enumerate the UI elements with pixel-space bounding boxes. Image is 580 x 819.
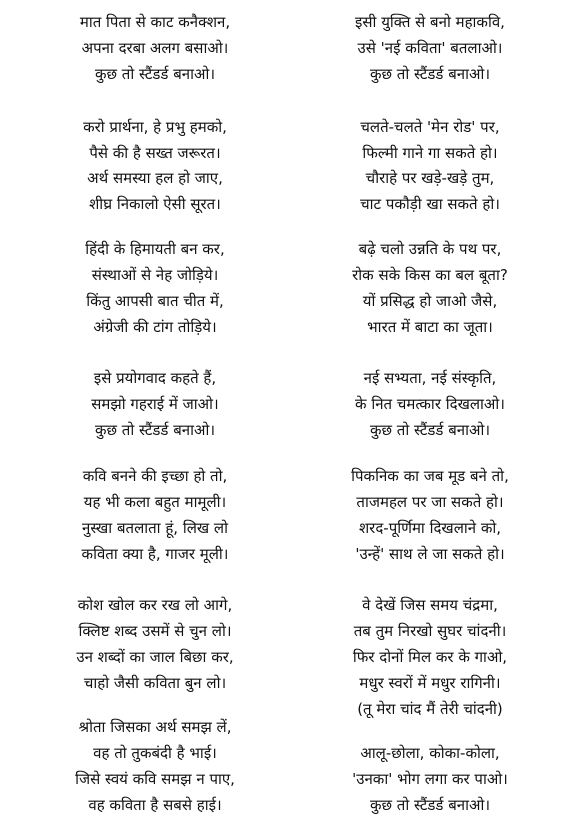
poem-line-left: उन शब्दों का जाल बिछा कर, — [76, 648, 234, 666]
poem-line-left: पैसे की है सख्त जरूरत। — [89, 144, 221, 162]
poem-line-left: करो प्रार्थना, हे प्रभु हमको, — [83, 118, 227, 136]
poem-line-left: संस्थाओं से नेह जोड़िये। — [91, 266, 219, 284]
poem-line-right: शरद-पूर्णिमा दिखलाने को, — [358, 519, 502, 537]
poem-line-right: (तू मेरा चांद मैं तेरी चांदनी) — [357, 700, 503, 718]
poem-line-left: कवि बनने की इच्छा हो तो, — [82, 467, 228, 485]
poem-line-right: तब तुम निरखो सुघर चांदनी। — [353, 622, 507, 640]
poem-line-left: समझो गहराई में जाओ। — [91, 395, 219, 413]
poem-line-left: अर्थ समस्या हल हो जाए, — [87, 169, 223, 187]
poem-line-right: चाट पकौड़ी खा सकते हो। — [360, 195, 500, 213]
poem-line-right: नई सभ्यता, नई संस्कृति, — [363, 369, 497, 387]
poem-line-right: बढ़े चलो उन्नति के पथ पर, — [358, 240, 502, 258]
poem-line-right: कुछ तो स्टैंडर्ड बनाओ। — [369, 65, 491, 83]
poem-line-left: शीघ्र निकालो ऐसी सूरत। — [89, 195, 221, 213]
poem-line-right: पिकनिक का जब मूड बने तो, — [351, 467, 509, 485]
poem-line-left: जिसे स्वयं कवि समझ न पाए, — [75, 770, 235, 788]
poem-line-right: फिल्मी गाने गा सकते हो। — [362, 144, 498, 162]
poem-line-right: चौराहे पर खड़े-खड़े तुम, — [365, 169, 495, 187]
poem-line-left: कविता क्या है, गाजर मूली। — [81, 545, 229, 563]
poem-line-right: कुछ तो स्टैंडर्ड बनाओ। — [369, 421, 491, 439]
poem-line-left: चाहो जैसी कविता बुन लो। — [83, 674, 227, 692]
poem-line-left: नुस्खा बतलाता हूं, लिख लो — [82, 519, 228, 537]
poem-line-right: आलू-छोला, कोका-कोला, — [360, 744, 500, 762]
poem-line-right: यों प्रसिद्ध हो जाओ जैसे, — [362, 292, 498, 310]
poem-line-right: रोक सके किस का बल बूता? — [352, 266, 508, 284]
poem-line-right: मधुर स्वरों में मधुर रागिनी। — [359, 674, 501, 692]
poem-line-right: के नित चमत्कार दिखलाओ। — [355, 395, 505, 413]
poem-line-left: श्रोता जिसका अर्थ समझ लें, — [78, 718, 232, 736]
poem-line-right: भारत में बाटा का जूता। — [367, 318, 493, 336]
poem-line-left: मात पिता से काट कनैक्शन, — [79, 13, 231, 31]
poem-line-left: क्लिष्ट शब्द उसमें से चुन लो। — [78, 622, 232, 640]
poem-line-left: कुछ तो स्टैंडर्ड बनाओ। — [94, 65, 216, 83]
poem-line-left: वह तो तुकबंदी है भाई। — [93, 744, 217, 762]
poem-line-left: अंग्रेजी की टांग तोड़िये। — [93, 318, 217, 336]
poem-line-right: वे देखें जिस समय चंद्रमा, — [362, 596, 498, 614]
poem-line-left: हिंदी के हिमायती बन कर, — [85, 240, 225, 258]
poem-line-right: ताजमहल पर जा सकते हो। — [356, 493, 504, 511]
poem-line-right: फिर दोनों मिल कर के गाओ, — [352, 648, 508, 666]
poem-line-left: इसे प्रयोगवाद कहते हैं, — [93, 369, 217, 387]
poem-line-right: उसे 'नई कविता' बतलाओ। — [357, 39, 503, 57]
poem-line-left: यह भी कला बहुत मामूली। — [83, 493, 227, 511]
poem-line-left: कोश खोल कर रख लो आगे, — [77, 596, 233, 614]
poem-line-right: इसी युक्ति से बनो महाकवि, — [355, 13, 505, 31]
poem-line-left: अपना दरबा अलग बसाओ। — [81, 39, 229, 57]
poem-line-right: 'उन्हें' साथ ले जा सकते हो। — [355, 545, 505, 563]
poem-line-left: वह कविता है सबसे हाई। — [88, 796, 222, 814]
poem-line-right: कुछ तो स्टैंडर्ड बनाओ। — [369, 796, 491, 814]
poem-line-right: 'उनका' भोग लगा कर पाओ। — [352, 770, 508, 788]
poem-line-left: कुछ तो स्टैंडर्ड बनाओ। — [94, 421, 216, 439]
poem-line-left: किंतु आपसी बात चीत में, — [86, 292, 224, 310]
poem-line-right: चलते-चलते 'मेन रोड' पर, — [360, 118, 500, 136]
